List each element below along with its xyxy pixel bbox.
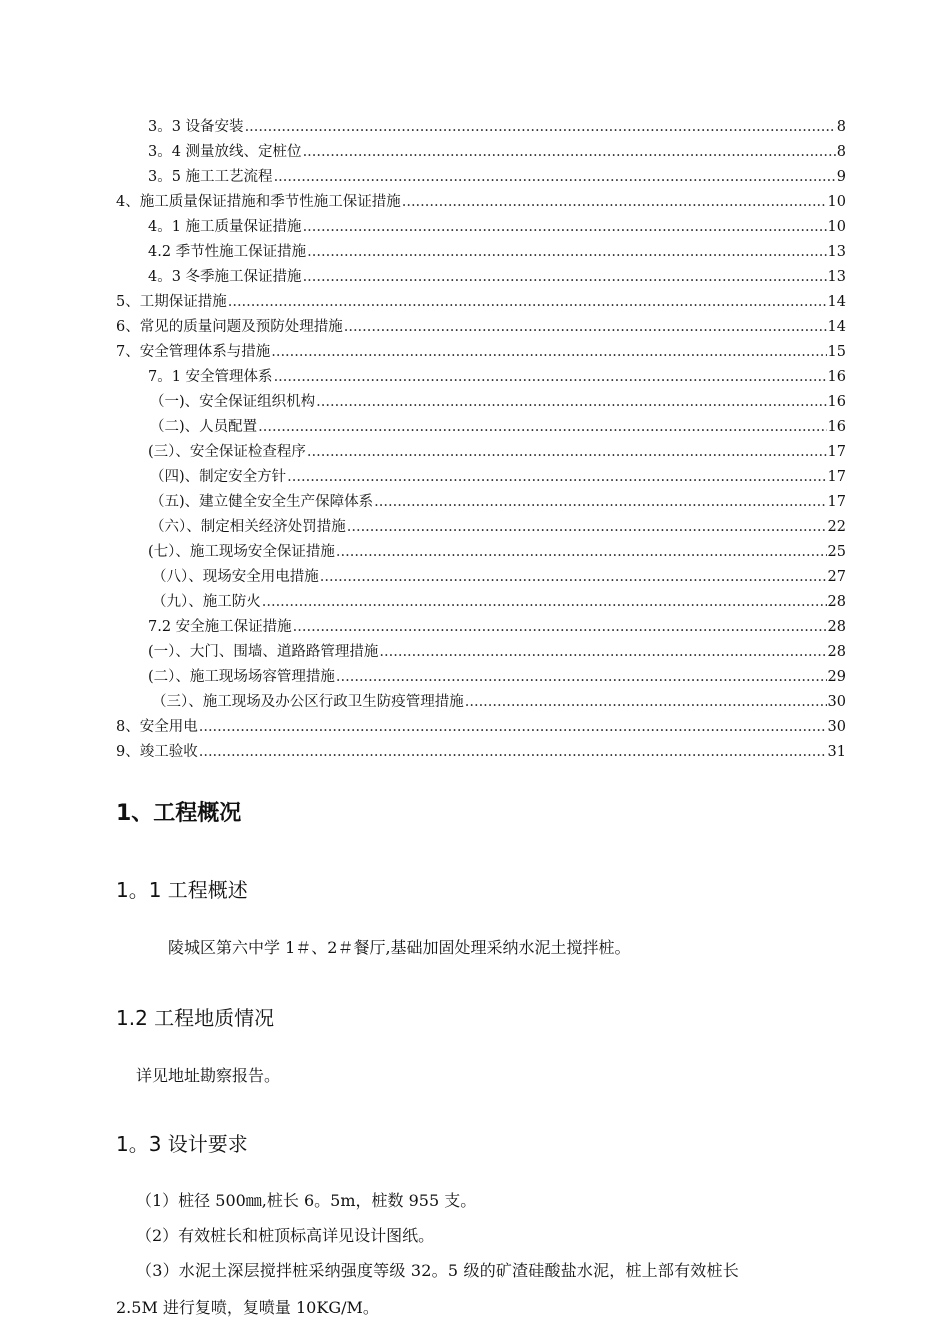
toc-entry-page: 16 bbox=[827, 394, 846, 410]
toc-entry[interactable] bbox=[150, 463, 846, 487]
toc-entry-label: 8、安全用电 bbox=[116, 719, 198, 735]
requirement-2: （2）有效桩长和桩顶标高详见设计图纸。 bbox=[136, 1226, 435, 1245]
toc-leader-dots bbox=[245, 117, 836, 137]
toc-entry-label: 4。3 冬季施工保证措施 bbox=[148, 269, 302, 285]
toc-entry-page: 14 bbox=[827, 294, 846, 310]
toc-entry[interactable] bbox=[116, 738, 846, 762]
toc-entry-label: (一）、大门、围墙、道路路管理措施 bbox=[148, 644, 379, 660]
toc-entry-label: (七）、施工现场安全保证措施 bbox=[148, 544, 335, 560]
toc-entry-page: 30 bbox=[827, 694, 846, 710]
toc-leader-dots bbox=[303, 267, 827, 287]
toc-leader-dots bbox=[336, 542, 827, 562]
toc-leader-dots bbox=[374, 492, 826, 512]
toc-entry-page: 8 bbox=[836, 144, 846, 160]
toc-entry-label: （九）、施工防火 bbox=[152, 594, 261, 610]
toc-entry-page: 10 bbox=[827, 194, 846, 210]
toc-entry-label: （二)、人员配置 bbox=[150, 419, 258, 435]
toc-leader-dots bbox=[344, 317, 827, 337]
toc-leader-dots bbox=[274, 167, 836, 187]
toc-leader-dots bbox=[316, 392, 826, 412]
toc-entry[interactable] bbox=[148, 113, 846, 137]
toc-entry-page: 28 bbox=[827, 619, 846, 635]
toc-entry-label: （五)、建立健全安全生产保障体系 bbox=[150, 494, 374, 510]
toc-entry-label: 3。5 施工工艺流程 bbox=[148, 169, 273, 185]
toc-leader-dots bbox=[228, 292, 827, 312]
toc-entry[interactable] bbox=[148, 163, 846, 187]
toc-entry[interactable] bbox=[148, 238, 846, 262]
toc-entry[interactable] bbox=[148, 263, 846, 287]
toc-entry[interactable] bbox=[116, 313, 846, 337]
toc-entry[interactable] bbox=[116, 188, 846, 212]
toc-entry-page: 10 bbox=[827, 219, 846, 235]
toc-entry-page: 13 bbox=[827, 244, 846, 260]
requirement-3: （3）水泥土深层搅拌桩采纳强度等级 32。5 级的矿渣硅酸盐水泥，桩上部有效桩长 bbox=[136, 1261, 739, 1280]
section-1-1-heading: 1。1 工程概述 bbox=[116, 878, 248, 902]
toc-entry-label: （六）、制定相关经济处罚措施 bbox=[150, 519, 346, 535]
toc-leader-dots bbox=[347, 517, 827, 537]
toc-entry-page: 8 bbox=[836, 119, 846, 135]
toc-entry-page: 15 bbox=[827, 344, 846, 360]
toc-entry-label: （八）、现场安全用电措施 bbox=[152, 569, 319, 585]
toc-entry-label: 3。4 测量放线、定桩位 bbox=[148, 144, 302, 160]
toc-leader-dots bbox=[271, 342, 826, 362]
toc-leader-dots bbox=[199, 742, 827, 762]
toc-entry[interactable] bbox=[148, 663, 846, 687]
toc-leader-dots bbox=[199, 717, 827, 737]
toc-entry[interactable] bbox=[150, 488, 846, 512]
toc-leader-dots bbox=[307, 442, 827, 462]
toc-leader-dots bbox=[402, 192, 827, 212]
section-1-3-heading: 1。3 设计要求 bbox=[116, 1132, 248, 1156]
toc-leader-dots bbox=[465, 692, 827, 712]
section-1-1-text: 陵城区第六中学 1＃、2＃餐厅,基础加固处理采纳水泥土搅拌桩。 bbox=[168, 938, 631, 957]
toc-entry[interactable] bbox=[150, 388, 846, 412]
toc-entry[interactable] bbox=[116, 713, 846, 737]
toc-leader-dots bbox=[293, 617, 827, 637]
toc-entry[interactable] bbox=[152, 588, 846, 612]
toc-entry-page: 16 bbox=[827, 369, 846, 385]
toc-entry-page: 13 bbox=[827, 269, 846, 285]
toc-entry-label: 5、工期保证措施 bbox=[116, 294, 227, 310]
toc-entry[interactable] bbox=[150, 513, 846, 537]
toc-entry-page: 17 bbox=[827, 469, 846, 485]
requirement-1: （1）桩径 500㎜,桩长 6。5m，桩数 955 支。 bbox=[136, 1191, 477, 1210]
toc-leader-dots bbox=[262, 592, 827, 612]
toc-entry-label: 4、施工质量保证措施和季节性施工保证措施 bbox=[116, 194, 401, 210]
toc-entry-label: (二）、施工现场场容管理措施 bbox=[148, 669, 335, 685]
toc-entry-page: 16 bbox=[827, 419, 846, 435]
toc-entry[interactable] bbox=[152, 688, 846, 712]
toc-entry[interactable] bbox=[148, 538, 846, 562]
section-1-2-text: 详见地址勘察报告。 bbox=[136, 1066, 281, 1085]
toc-entry-label: 9、竣工验收 bbox=[116, 744, 198, 760]
toc-entry-page: 14 bbox=[827, 319, 846, 335]
toc-leader-dots bbox=[274, 367, 827, 387]
toc-entry-page: 25 bbox=[827, 544, 846, 560]
toc-entry-label: 6、常见的质量问题及预防处理措施 bbox=[116, 319, 343, 335]
toc-entry-label: (三）、安全保证检查程序 bbox=[148, 444, 306, 460]
toc-entry[interactable] bbox=[148, 213, 846, 237]
toc-entry[interactable] bbox=[116, 338, 846, 362]
toc-entry[interactable] bbox=[148, 638, 846, 662]
toc-entry-label: 7、安全管理体系与措施 bbox=[116, 344, 271, 360]
toc-entry-page: 29 bbox=[827, 669, 846, 685]
toc-entry-page: 28 bbox=[827, 594, 846, 610]
toc-leader-dots bbox=[307, 242, 826, 262]
toc-entry-page: 27 bbox=[827, 569, 846, 585]
toc-entry-page: 22 bbox=[827, 519, 846, 535]
toc-entry-label: （一)、安全保证组织机构 bbox=[150, 394, 316, 410]
toc-entry-label: （三）、施工现场及办公区行政卫生防疫管理措施 bbox=[152, 694, 464, 710]
toc-leader-dots bbox=[287, 467, 826, 487]
toc-leader-dots bbox=[379, 642, 826, 662]
toc-leader-dots bbox=[303, 142, 836, 162]
toc-entry-label: 3。3 设备安装 bbox=[148, 119, 244, 135]
toc-entry-page: 17 bbox=[827, 444, 846, 460]
toc-entry-label: 7。1 安全管理体系 bbox=[148, 369, 273, 385]
toc-leader-dots bbox=[258, 417, 826, 437]
requirement-3-continued: 2.5M 进行复喷，复喷量 10KG/M。 bbox=[116, 1298, 379, 1317]
toc-entry-label: 7.2 安全施工保证措施 bbox=[148, 619, 292, 635]
toc-entry-label: 4.2 季节性施工保证措施 bbox=[148, 244, 307, 260]
section-1-heading: 1、工程概况 bbox=[116, 801, 242, 826]
toc-entry-label: 4。1 施工质量保证措施 bbox=[148, 219, 302, 235]
toc-entry[interactable] bbox=[148, 363, 846, 387]
toc-entry[interactable] bbox=[116, 288, 846, 312]
toc-entry-label: （四)、制定安全方针 bbox=[150, 469, 287, 485]
toc-entry[interactable] bbox=[148, 613, 846, 637]
toc-entry-page: 30 bbox=[827, 719, 846, 735]
toc-leader-dots bbox=[320, 567, 827, 587]
toc-entry-page: 31 bbox=[827, 744, 846, 760]
section-1-2-heading: 1.2 工程地质情况 bbox=[116, 1006, 275, 1030]
toc-entry-page: 17 bbox=[827, 494, 846, 510]
toc-entry-page: 28 bbox=[827, 644, 846, 660]
toc-entry-page: 9 bbox=[836, 169, 846, 185]
toc-entry[interactable] bbox=[150, 413, 846, 437]
toc-entry[interactable] bbox=[152, 563, 846, 587]
toc-leader-dots bbox=[303, 217, 827, 237]
toc-leader-dots bbox=[336, 667, 827, 687]
toc-entry[interactable] bbox=[148, 438, 846, 462]
toc-entry[interactable] bbox=[148, 138, 846, 162]
